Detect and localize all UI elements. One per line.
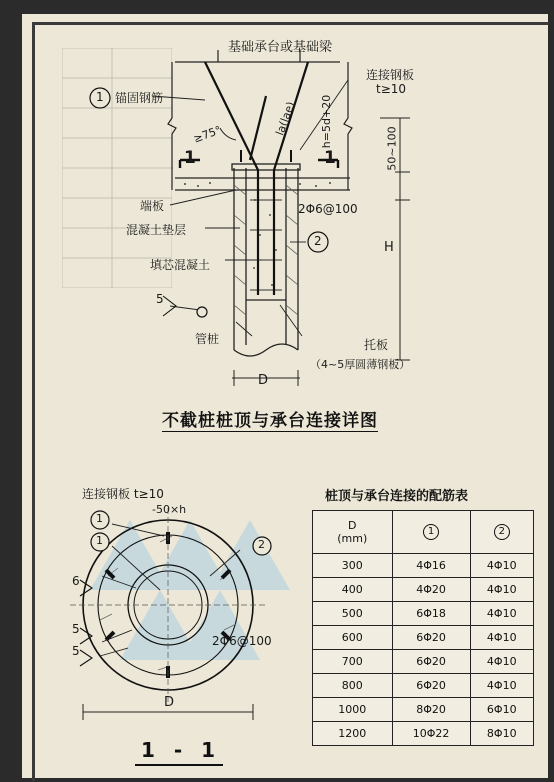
tray-label: 托板 (364, 338, 389, 352)
section-callout-5b: 5 (72, 644, 80, 658)
header-diameter (313, 511, 393, 554)
table-row (313, 698, 534, 722)
section-connect-plate-label: 连接钢板 t≥10 (82, 487, 164, 501)
cell-d: 800 (313, 674, 393, 698)
table-row (313, 650, 534, 674)
cell-d: 400 (313, 578, 393, 602)
cell-d: 600 (313, 626, 393, 650)
table-row (313, 722, 534, 746)
cell-r2: 4Φ10 (470, 650, 533, 674)
cell-r2: 4Φ10 (470, 626, 533, 650)
la-label: la(lae) (273, 99, 298, 138)
cell-r1: 6Φ20 (392, 650, 470, 674)
cell-r2: 4Φ10 (470, 554, 533, 578)
section-mark-left: 1 (184, 148, 196, 168)
header-d-unit: (mm) (337, 532, 368, 545)
cell-r1: 4Φ16 (392, 554, 470, 578)
D-label-top: D (258, 373, 269, 388)
section-mark-right: 1 (324, 148, 336, 168)
section-callout-6: 6 (72, 574, 80, 588)
cell-r1: 6Φ20 (392, 626, 470, 650)
angle-label: ≥75° (191, 123, 224, 146)
section-callout-2: 2 (258, 538, 265, 551)
cell-r2: 6Φ10 (470, 698, 533, 722)
section-callout-1a: 1 (96, 512, 103, 525)
header-col-2: 2 (494, 524, 510, 540)
cell-r2: 4Φ10 (470, 578, 533, 602)
end-plate-label: 端板 (140, 199, 165, 213)
offset-label: 50~100 (385, 126, 399, 171)
cell-r2: 8Φ10 (470, 722, 533, 746)
cell-d: 1000 (313, 698, 393, 722)
connect-plate-label: 连接钢板 (366, 68, 415, 82)
H-label: H (384, 240, 394, 255)
section-1-1-drawing (40, 480, 300, 730)
section-title: 1 - 1 (141, 738, 222, 762)
header-col-1: 1 (423, 524, 439, 540)
callout-1-text: 1 (96, 90, 104, 104)
rebar-table (312, 510, 534, 746)
tray-note-label: （4~5厚圆薄钢板） (310, 358, 411, 371)
header-rebar-1 (392, 511, 470, 554)
section-callout-5a: 5 (72, 622, 80, 636)
callout-2-text: 2 (314, 234, 322, 248)
thickness-label: t≥10 (376, 82, 407, 96)
cell-r1: 8Φ20 (392, 698, 470, 722)
cell-r2: 4Φ10 (470, 602, 533, 626)
cell-d: 700 (313, 650, 393, 674)
header-d: D (348, 519, 357, 532)
cell-d: 500 (313, 602, 393, 626)
table-header-row (313, 511, 534, 554)
cell-r1: 6Φ20 (392, 674, 470, 698)
cell-r1: 4Φ20 (392, 578, 470, 602)
cap-label: 基础承台或基础梁 (228, 40, 333, 55)
h-label: h=5d+20 (320, 94, 334, 149)
fill-concrete-label: 填芯混凝土 (150, 258, 211, 272)
header-rebar-2 (470, 511, 533, 554)
section-size-label: -50×h (152, 503, 187, 516)
pile-label: 管桩 (195, 332, 220, 346)
section-stirrup-label: 2Φ6@100 (212, 634, 272, 648)
main-title: 不截桩桩顶与承台连接详图 (162, 411, 378, 431)
table-row (313, 602, 534, 626)
anchor-rebar-label: 锚固钢筋 (115, 91, 164, 105)
table-row (313, 674, 534, 698)
cell-r2: 4Φ10 (470, 674, 533, 698)
callout-5-text: 5 (156, 292, 164, 306)
cell-r1: 6Φ18 (392, 602, 470, 626)
table-row (313, 626, 534, 650)
table-row (313, 554, 534, 578)
section-D-label: D (164, 695, 175, 710)
cushion-label: 混凝土垫层 (126, 223, 187, 237)
stirrup-label: 2Φ6@100 (298, 202, 358, 216)
cell-r1: 10Φ22 (392, 722, 470, 746)
table-title: 桩顶与承台连接的配筋表 (325, 489, 469, 504)
cell-d: 300 (313, 554, 393, 578)
section-callout-1b: 1 (96, 534, 103, 547)
table-row (313, 578, 534, 602)
cell-d: 1200 (313, 722, 393, 746)
